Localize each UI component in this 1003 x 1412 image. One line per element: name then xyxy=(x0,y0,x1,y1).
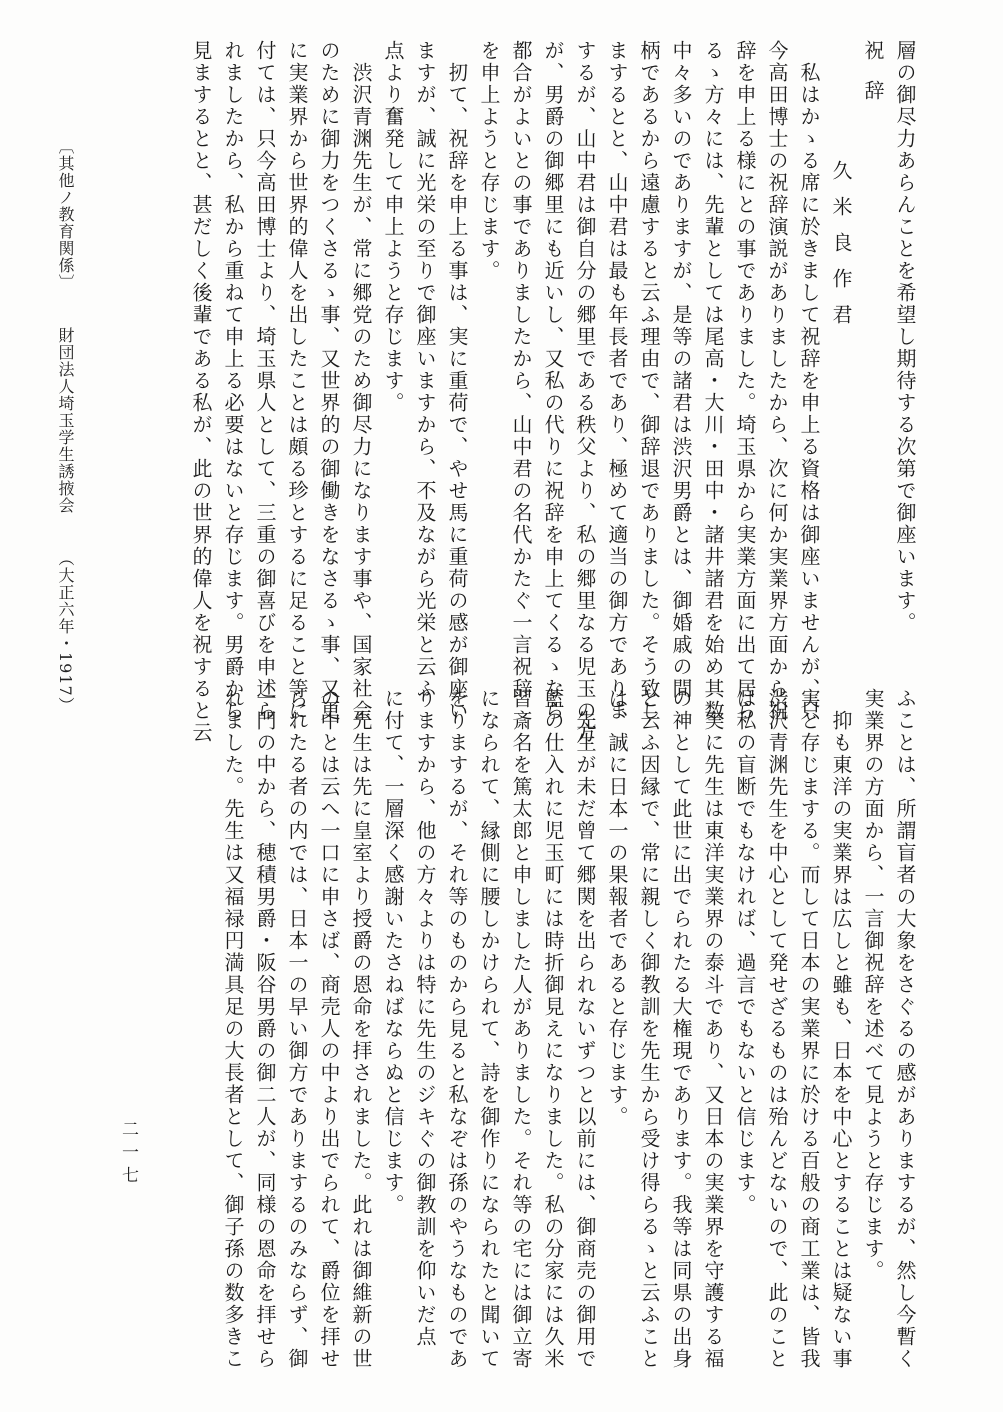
text-line: の中とは云へ一口に申さば、商売人の中より出でられて、爵位を拝せ xyxy=(317,688,341,1370)
text-line: が、男爵の御郷里にも近いし、又私の代りに祝辞を申上てくるゝなら xyxy=(541,40,565,722)
text-line: のために御力をつくさるゝ事、又世界的の御働きをなさるゝ事、又更 xyxy=(317,40,341,722)
text-line: 抑も東洋の実業界は広しと雖も、日本を中心とすることは疑ない事 xyxy=(829,688,853,1370)
lower-text-block xyxy=(217,688,921,1370)
header-organization: 財団法人埼玉学生誘掖会 xyxy=(56,327,75,514)
header-gap-2 xyxy=(55,514,75,550)
text-line: まするとと、山中君は最も年長者であり、極めて適当の御方でありま xyxy=(605,40,629,722)
text-line: に実業界から世界的偉人を出したことは頗る珍とするに足ること等に xyxy=(285,40,309,722)
header-gap xyxy=(55,291,75,327)
text-line: 見まするとと、甚だしく後輩である私が、此の世界的偉人を祝すると云 xyxy=(189,40,213,744)
text-line: するが、山中君は御自分の郷里である秩父より、私の郷里なる児玉の方 xyxy=(573,40,597,744)
text-line: 習斎名を篤太郎と申しました人がありました。それ等の宅には御立寄 xyxy=(509,688,533,1370)
text-line: るゝ方々には、先輩としては尾高・大川・田中・諸井諸君を始め其数 xyxy=(701,40,725,722)
text-line: 実に先生は東洋実業界の泰斗であり、又日本の実業界を守護する福 xyxy=(701,688,725,1370)
text-line: ふことは、所謂盲者の大象をさぐるの感がありまするが、然し今暫く xyxy=(893,688,917,1370)
text-line: と云ふ因縁で、常に親しく御教訓を先生から受け得らるゝと云ふこと xyxy=(637,688,661,1370)
text-line: 先生が未だ曾て郷関を出られないずつと以前には、御商売の御用で xyxy=(573,688,597,1370)
text-line: 層の御尽力あらんことを希望し期待する次第で御座います。 xyxy=(893,40,917,634)
text-line: れました。先生は又福禄円満具足の大長者として、御子孫の数多きこ xyxy=(221,688,245,1370)
text-line: 都合がよいとの事でありましたから、山中君の名代かたぐ一言祝辞 xyxy=(509,40,533,700)
text-line: になられて、縁側に腰しかけられて、詩を御作りになられたと聞いて xyxy=(477,688,501,1370)
text-line: を申上ようと存じます。 xyxy=(477,40,501,282)
heading-title: 祝辞 xyxy=(861,40,885,120)
text-line: 先生は先に皇室より授爵の恩命を拝されました。此れは御維新の世 xyxy=(349,688,373,1370)
heading-speaker: 久米良作君 xyxy=(829,160,853,340)
text-line: 付ては、只今高田博士より、埼玉県人として、三重の御喜びを申述ら xyxy=(253,40,277,722)
text-line: は、誠に日本一の果報者であると存じます。 xyxy=(605,688,629,1128)
header-era: （大正六年・1917） xyxy=(56,550,75,714)
running-header xyxy=(52,138,78,714)
text-line: 私はかゝる席に於きまして祝辞を申上る資格は御座いませんが、只 xyxy=(797,40,821,722)
text-line: をりまするが、それ等のものから見ると私なぞは孫のやうなものであ xyxy=(445,688,469,1370)
text-line: 扨て、祝辞を申上る事は、実に重荷で、やせ馬に重荷の感が御座い xyxy=(445,40,469,722)
page-number: 二一七 xyxy=(118,1120,138,1189)
text-line: 柄であるから遠慮すると云ふ理由で、御辞退でありました。そう致し xyxy=(637,40,661,722)
text-line: ますが、誠に光栄の至りで御座いますから、不及ながら光栄と云ふ xyxy=(413,40,437,700)
text-line: の神として此世に出でられたる大権現であります。我等は同県の出身 xyxy=(669,688,693,1370)
text-line: 一門の中から、穂積男爵・阪谷男爵の御二人が、同様の恩命を拝せら xyxy=(253,688,277,1370)
text-line: れましたから、私から重ねて申上る必要はないと存じます。男爵から xyxy=(221,40,245,722)
text-line: 点より奮発して申上ようと存じます。 xyxy=(381,40,405,414)
header-category: 〔其他ノ教育関係〕 xyxy=(56,138,75,291)
text-line: 渋沢青渊先生が、常に郷党のため御尽力になります事や、国家社会 xyxy=(349,40,373,722)
text-line: られたる者の内では、日本一の早い御方でありまするのみならず、御 xyxy=(285,688,309,1370)
text-line: りますから、他の方々よりは特に先生のジキぐの御教訓を仰いだ点 xyxy=(413,688,437,1348)
text-line: に付て、一層深く感謝いたさねばならぬと信じます。 xyxy=(381,688,405,1216)
text-line: 辞を申上る様にとの事でありました。埼玉県から実業方面に出て居ら xyxy=(733,40,757,722)
text-line: 中々多いのでありますが、是等の諸君は渋沢男爵とは、御婚戚の間 xyxy=(669,40,693,700)
text-line: 今高田博士の祝辞演説がありましたから、次に何か実業界方面から祝 xyxy=(765,40,789,722)
upper-text-block xyxy=(185,40,921,744)
text-line: 藍の仕入れに児玉町には時折御見えになりました。私の分家には久米 xyxy=(541,688,565,1370)
text-line: 実と存じまする。而して日本の実業界に於ける百般の商工業は、皆我 xyxy=(797,688,821,1370)
text-line: 渋沢青渊先生を中心として発せざるものは殆んどないので、此のこと xyxy=(765,688,789,1370)
text-line: 実業界の方面から、一言御祝辞を述べて見ようと存じます。 xyxy=(861,688,885,1282)
text-line: は私の盲断でもなければ、過言でもないと信じます。 xyxy=(733,688,757,1216)
